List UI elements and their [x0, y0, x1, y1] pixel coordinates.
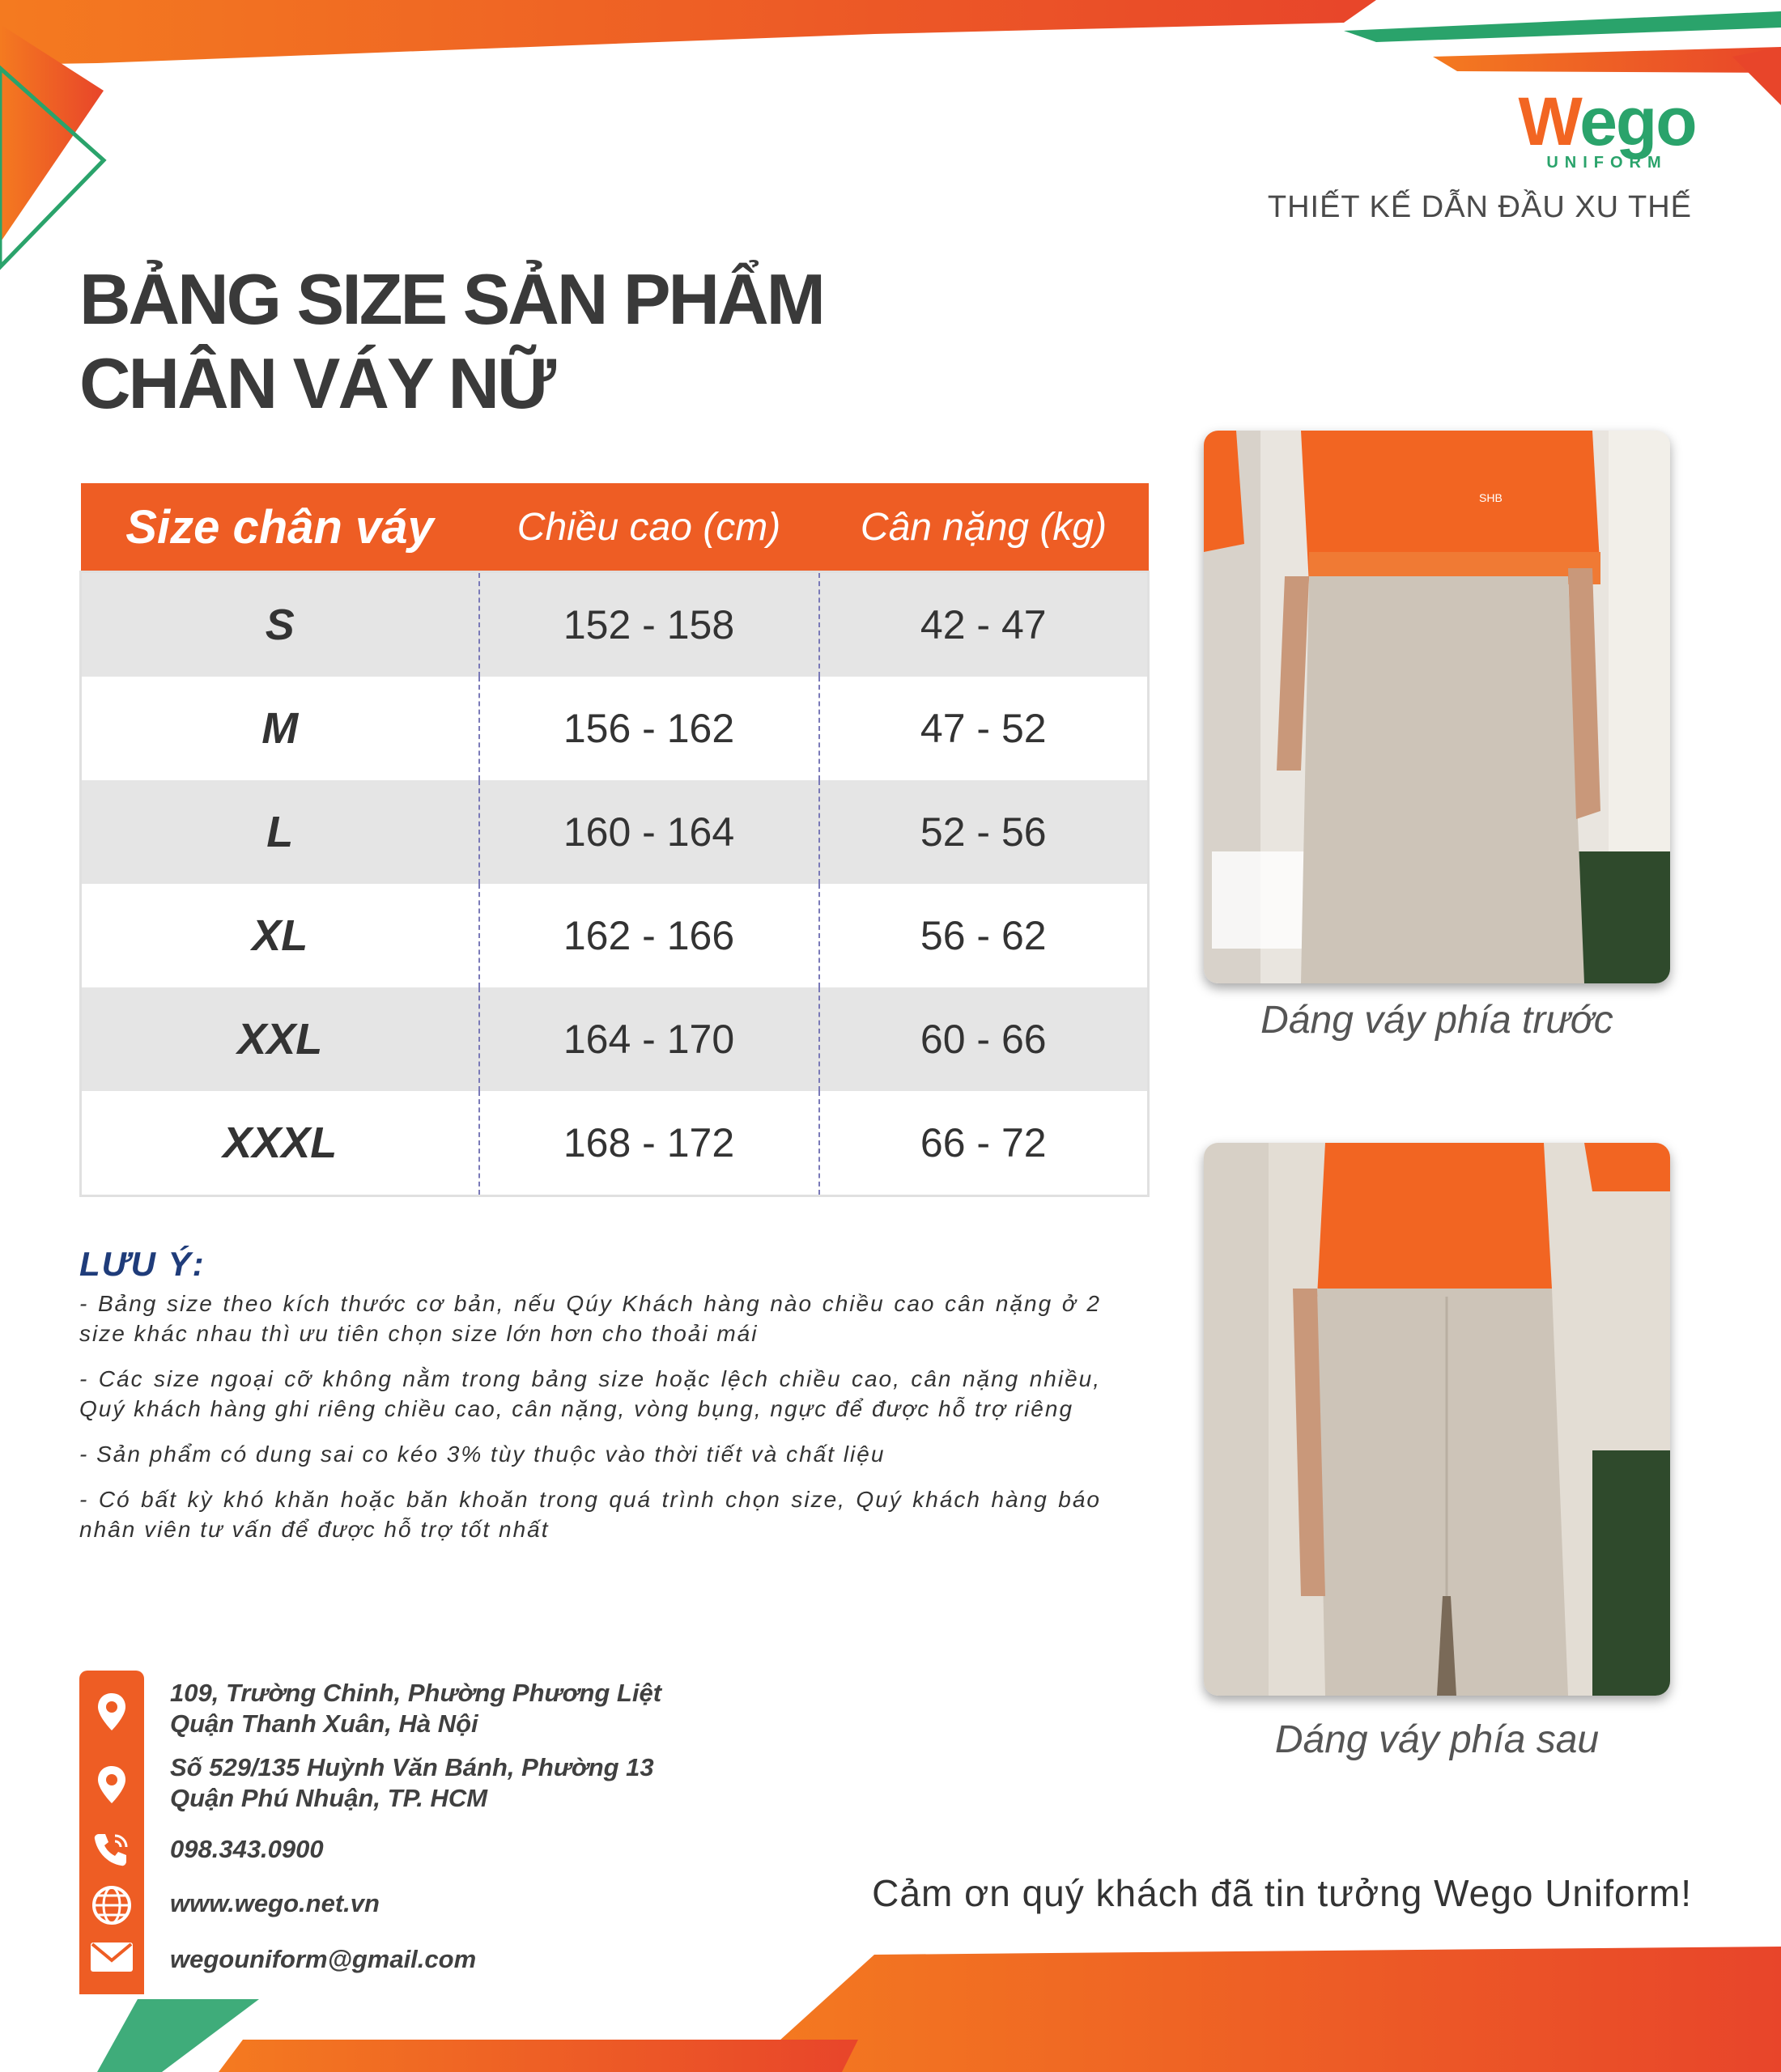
note-item: - Sản phẩm có dung sai co kéo 3% tùy thuộc vào thời tiết và chất liệu [79, 1441, 886, 1467]
weight-cell: 66 - 72 [819, 1091, 1149, 1196]
top-right-orange-stripe [1433, 47, 1781, 73]
location-pin-icon [79, 1692, 144, 1736]
address-line: Quận Phú Nhuận, TP. HCM [170, 1784, 488, 1812]
page-title [79, 257, 823, 426]
top-right-corner [1732, 47, 1781, 105]
note-item: - Bảng size theo kích thước cơ bản, nếu Qúy Khách hàng nào chiều cao cân nặng ở 2 size khác nhau thì ưu tiên chọn size lớn hơn cho thoải mái [79, 1291, 1101, 1346]
tagline: THIẾT KẾ DẪN ĐẦU XU THẾ [1267, 190, 1692, 224]
height-cell: 160 - 164 [479, 780, 819, 884]
height-cell: 152 - 158 [479, 572, 819, 677]
note-item: - Có bất kỳ khó khăn hoặc băn khoăn trong quá trình chọn size, Quý khách hàng báo nhân viên tư vấn để được hỗ trợ tốt nhất [79, 1487, 1101, 1542]
weight-cell: 56 - 62 [819, 884, 1149, 987]
brand-logo [1514, 83, 1700, 172]
bottom-left-stripe [219, 2040, 858, 2072]
phone-number[interactable]: 098.343.0900 [170, 1835, 324, 1863]
notes-list [79, 1289, 1101, 1560]
table-row [81, 677, 1149, 780]
address-hcm [170, 1752, 654, 1814]
front-caption: Dáng váy phía trước [1260, 999, 1613, 1042]
title-line-2: CHÂN VÁY NỮ [79, 343, 555, 423]
header-weight: Cân nặng (kg) [819, 483, 1149, 572]
title-line-1: BẢNG SIZE SẢN PHẨM [79, 259, 823, 339]
height-cell: 164 - 170 [479, 987, 819, 1091]
address-hanoi [170, 1678, 661, 1739]
notes-title: LƯU Ý: [79, 1245, 206, 1283]
email-link[interactable]: wegouniform@gmail.com [170, 1945, 477, 1973]
back-caption: Dáng váy phía sau [1274, 1718, 1600, 1761]
size-cell: XL [81, 884, 479, 987]
globe-icon [79, 1884, 144, 1930]
table-row [81, 780, 1149, 884]
size-cell: L [81, 780, 479, 884]
table-header-row [81, 483, 1149, 572]
height-cell: 162 - 166 [479, 884, 819, 987]
address-line: Số 529/135 Huỳnh Văn Bánh, Phường 13 [170, 1753, 654, 1781]
table-row [81, 1091, 1149, 1196]
top-right-green-stripe [1344, 11, 1781, 42]
table-row [81, 572, 1149, 677]
top-orange-band [0, 0, 1376, 65]
weight-cell: 42 - 47 [819, 572, 1149, 677]
bottom-orange-band [745, 1947, 1781, 2072]
email-icon [79, 1941, 144, 1977]
phone-icon [79, 1831, 144, 1872]
location-pin-icon [79, 1764, 144, 1809]
weight-cell: 47 - 52 [819, 677, 1149, 780]
note-item: - Các size ngoại cỡ không nằm trong bảng size hoặc lệch chiều cao, cân nặng nhiều, Quý khách hàng ghi riêng chiều cao, cân nặng, vòng bụng, ngực để được hỗ trợ riêng [79, 1366, 1101, 1421]
table-row [81, 987, 1149, 1091]
thank-you-message: Cảm ơn quý khách đã tin tưởng Wego Uniform! [872, 1872, 1692, 1914]
header-size: Size chân váy [81, 483, 479, 572]
logo-subtitle: UNIFORM [1546, 154, 1668, 172]
address-line: Quận Thanh Xuân, Hà Nội [170, 1709, 478, 1738]
size-cell: XXL [81, 987, 479, 1091]
height-cell: 156 - 162 [479, 677, 819, 780]
address-line: 109, Trường Chinh, Phường Phương Liệt [170, 1679, 662, 1707]
table-row [81, 884, 1149, 987]
size-cell: M [81, 677, 479, 780]
back-photo [1204, 1143, 1670, 1696]
logo-text: ego [1579, 83, 1696, 159]
shirt-logo: SHB [1479, 491, 1503, 504]
weight-cell: 52 - 56 [819, 780, 1149, 884]
height-cell: 168 - 172 [479, 1091, 819, 1196]
header-height: Chiều cao (cm) [479, 483, 819, 572]
size-cell: S [81, 572, 479, 677]
size-table [79, 483, 1150, 1197]
weight-cell: 60 - 66 [819, 987, 1149, 1091]
front-photo [1204, 431, 1670, 983]
size-cell: XXXL [81, 1091, 479, 1196]
logo-w: W [1518, 83, 1580, 159]
website-link[interactable]: www.wego.net.vn [170, 1889, 380, 1917]
